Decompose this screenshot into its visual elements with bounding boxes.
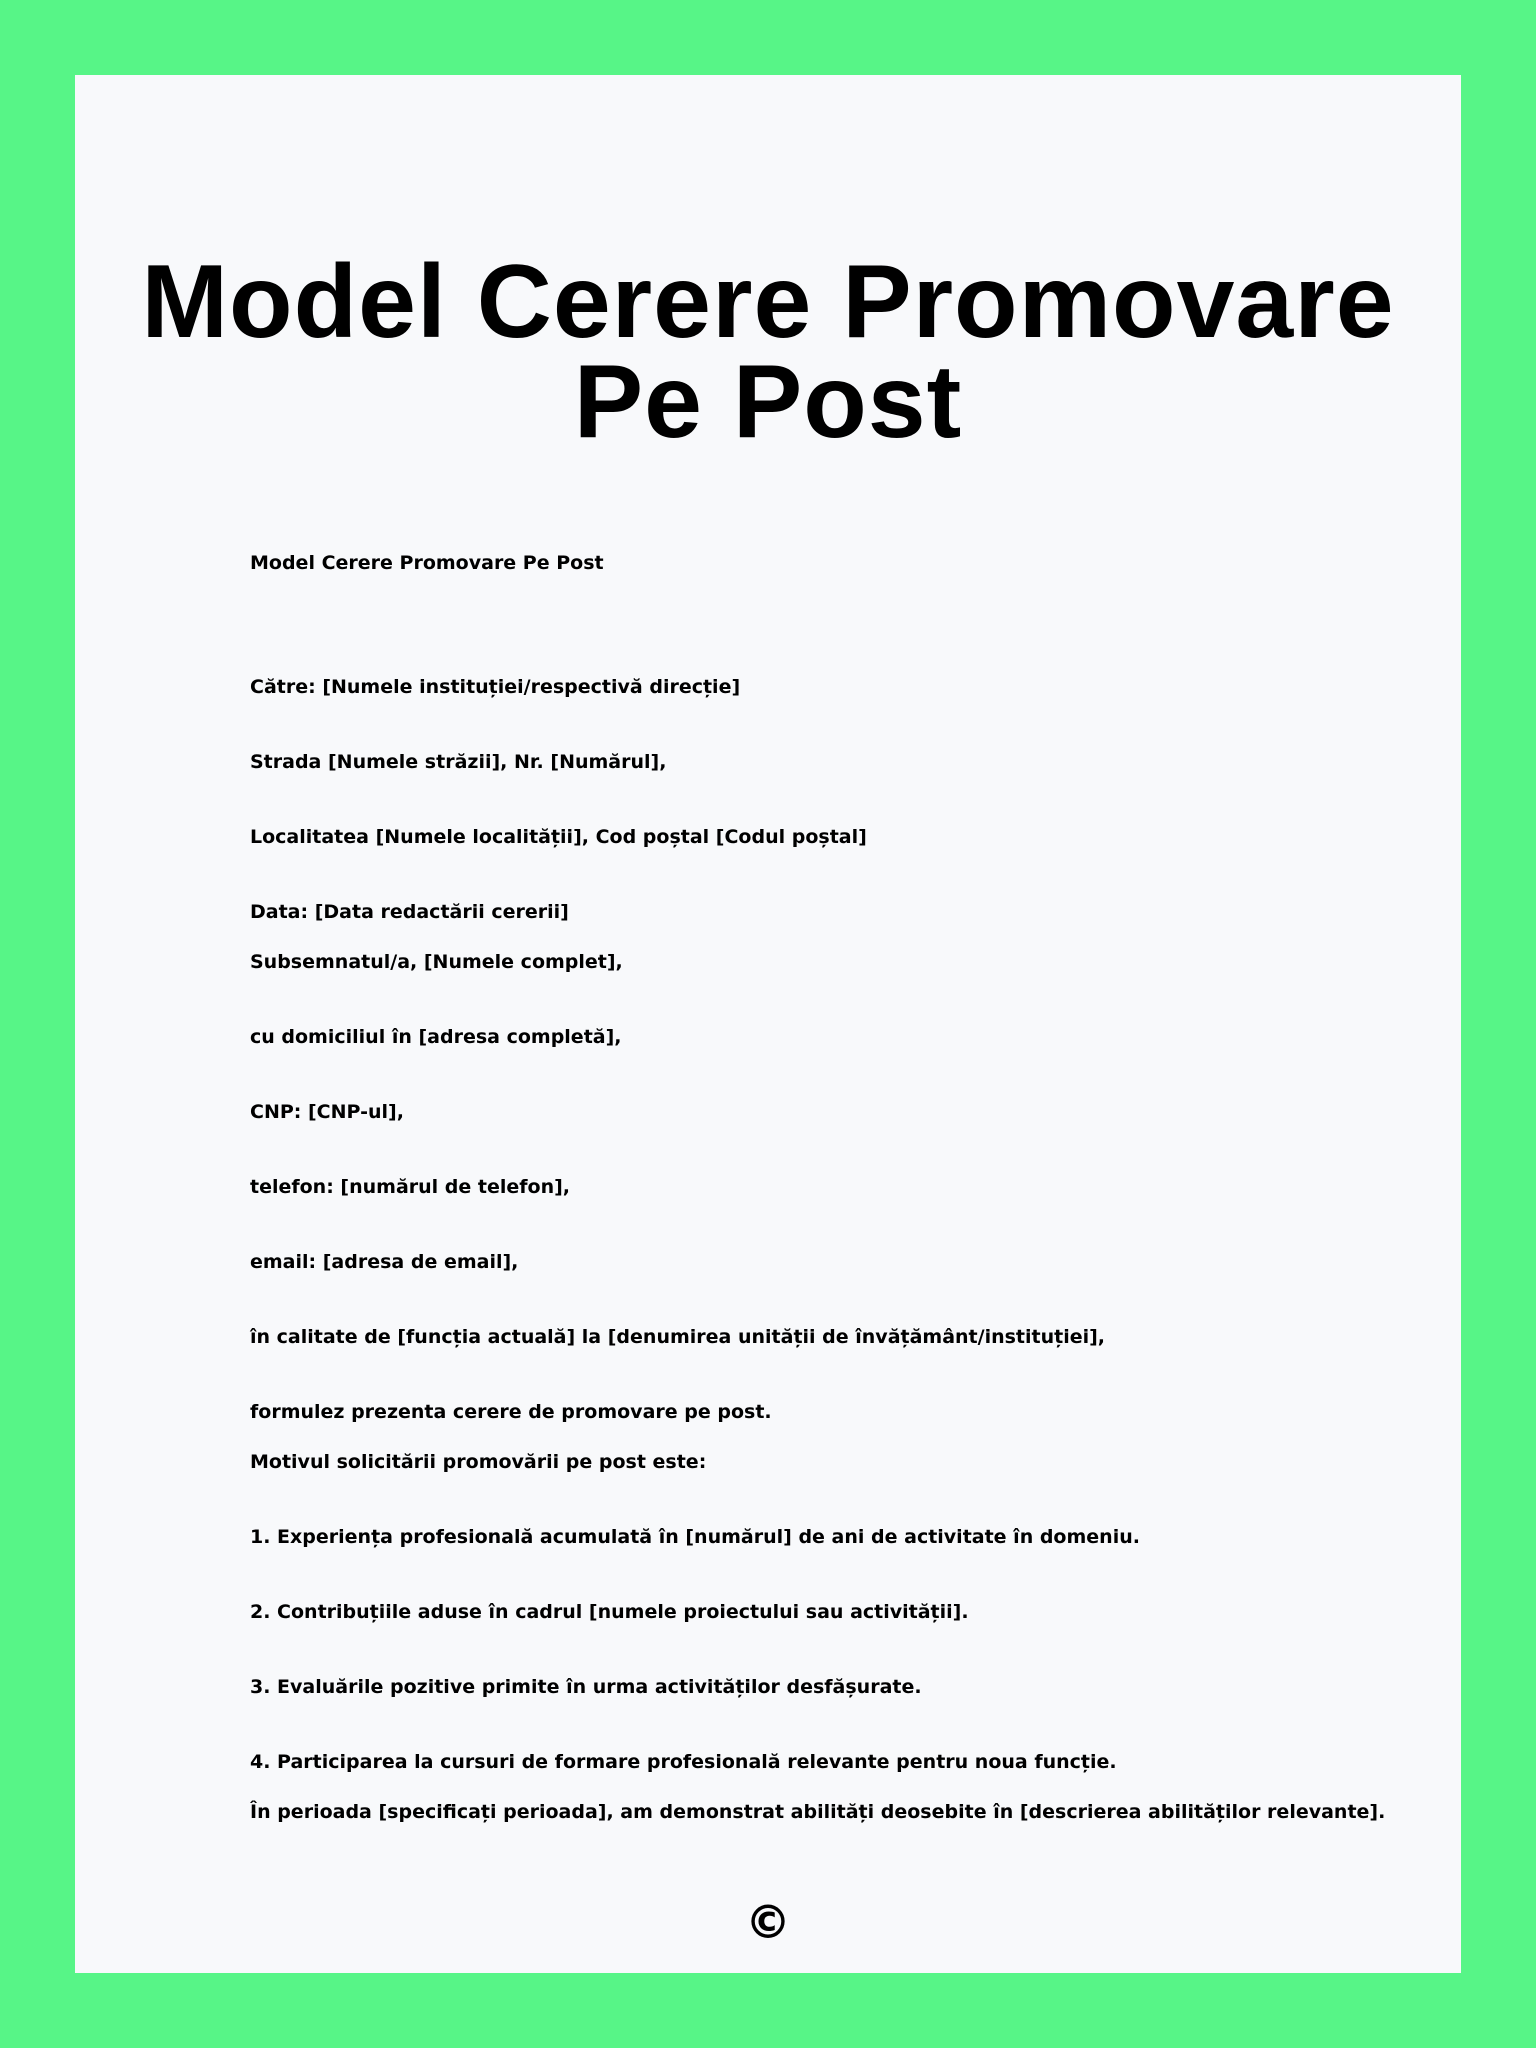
locality-line: Localitatea [Numele localității], Cod poștal [Codul poștal] xyxy=(250,826,867,848)
reason-item: 2. Contribuțiile aduse în cadrul [numele proiectului sau activității]. xyxy=(250,1601,969,1623)
phone-line: telefon: [numărul de telefon], xyxy=(250,1176,571,1198)
email-line: email: [adresa de email], xyxy=(250,1251,519,1273)
closing-line: În perioada [specificați perioada], am demonstrat abilități deosebite în [descrierea abilităților relevante]. xyxy=(250,1801,1386,1823)
date-line: Data: [Data redactării cererii] xyxy=(250,901,569,923)
statement-line: formulez prezenta cerere de promovare pe post. xyxy=(250,1401,772,1423)
domicile-line: cu domiciliul în [adresa completă], xyxy=(250,1026,622,1048)
reasons-intro: Motivul solicitării promovării pe post este: xyxy=(250,1451,707,1473)
applicant-name-line: Subsemnatul/a, [Numele complet], xyxy=(250,951,623,973)
cnp-line: CNP: [CNP-ul], xyxy=(250,1101,404,1123)
reason-item: 3. Evaluările pozitive primite în urma activităților desfășurate. xyxy=(250,1676,922,1698)
position-line: în calitate de [funcția actuală] la [denumirea unității de învățământ/instituției], xyxy=(250,1326,1106,1348)
document-subtitle: Model Cerere Promovare Pe Post xyxy=(250,552,604,574)
recipient-line: Către: [Numele instituției/respectivă direcție] xyxy=(250,676,741,698)
document-title: Model Cerere Promovare Pe Post xyxy=(141,244,1395,460)
copyright-icon: © xyxy=(745,1895,791,1949)
document-page xyxy=(75,75,1461,1973)
street-line: Strada [Numele străzii], Nr. [Numărul], xyxy=(250,751,667,773)
reason-item: 4. Participarea la cursuri de formare profesională relevante pentru noua funcție. xyxy=(250,1751,1117,1773)
reason-item: 1. Experiența profesională acumulată în [numărul] de ani de activitate în domeniu. xyxy=(250,1526,1140,1548)
